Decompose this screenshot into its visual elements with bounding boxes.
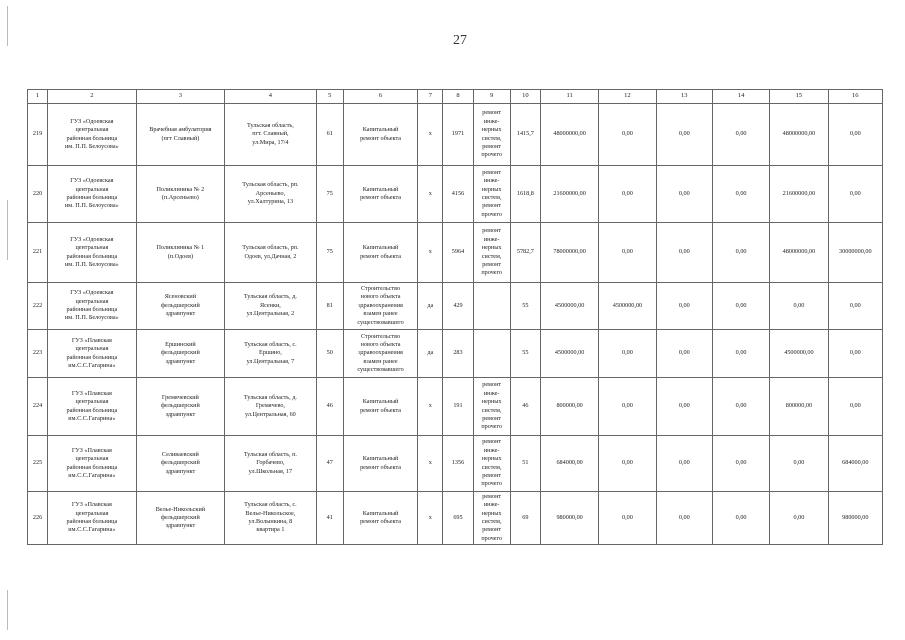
table-cell: ГУЗ «Плавская центральная районная больница им.С.С.Гагарина» bbox=[48, 492, 137, 545]
table-cell: 429 bbox=[443, 283, 473, 330]
table-cell: 4500000,00 bbox=[540, 330, 598, 378]
table-cell: 0,00 bbox=[656, 436, 712, 492]
registry-table bbox=[27, 89, 883, 545]
table-cell: Капитальный ремонт объекта bbox=[343, 166, 417, 223]
table-cell: 0,00 bbox=[712, 492, 769, 545]
table-cell: 61 bbox=[316, 104, 343, 166]
table-cell: 0,00 bbox=[656, 283, 712, 330]
table-cell: ремонт инже- нерных систем, ремонт прочего bbox=[473, 166, 510, 223]
table-cell: Капитальный ремонт объекта bbox=[343, 223, 417, 283]
table-cell: 0,00 bbox=[712, 223, 769, 283]
table-cell: ремонт инже- нерных систем, ремонт прочего bbox=[473, 378, 510, 436]
table-cell: 48000000,00 bbox=[770, 104, 828, 166]
table-cell: 75 bbox=[316, 223, 343, 283]
column-header: 4 bbox=[225, 90, 317, 104]
column-header: 11 bbox=[540, 90, 598, 104]
table-cell: ремонт инже- нерных систем, ремонт прочего bbox=[473, 104, 510, 166]
table-cell: 4500000,00 bbox=[599, 283, 656, 330]
table-cell: 0,00 bbox=[770, 436, 828, 492]
table-body bbox=[28, 90, 883, 545]
table-cell: 30000000,00 bbox=[828, 223, 882, 283]
column-header: 6 bbox=[343, 90, 417, 104]
table-cell: 0,00 bbox=[828, 378, 882, 436]
table-cell: Врачебная амбулатория (пгт Славный) bbox=[136, 104, 225, 166]
table-cell: 0,00 bbox=[599, 223, 656, 283]
table-cell: Строительство нового объекта здравоохранения взамен ранее существовавшего bbox=[343, 330, 417, 378]
table-cell: ремонт инже- нерных систем, ремонт прочего bbox=[473, 223, 510, 283]
table-cell: 0,00 bbox=[656, 378, 712, 436]
table-row bbox=[28, 378, 883, 436]
column-header: 9 bbox=[473, 90, 510, 104]
table-cell: Поликлиника № 2 (п.Арсеньево) bbox=[136, 166, 225, 223]
table-header-row bbox=[28, 90, 883, 104]
table-cell: 191 bbox=[443, 378, 473, 436]
table-cell: 50 bbox=[316, 330, 343, 378]
table-cell: 5782,7 bbox=[510, 223, 540, 283]
table-cell: Капитальный ремонт объекта bbox=[343, 104, 417, 166]
column-header: 1 bbox=[28, 90, 48, 104]
table-cell: 0,00 bbox=[770, 492, 828, 545]
table-cell: 21600000,00 bbox=[540, 166, 598, 223]
scan-edge-mark-bottom bbox=[7, 590, 8, 630]
table-cell: 41 bbox=[316, 492, 343, 545]
table-cell: 51 bbox=[510, 436, 540, 492]
table-cell: 0,00 bbox=[712, 378, 769, 436]
table-cell: 46 bbox=[316, 378, 343, 436]
table-cell: 0,00 bbox=[599, 492, 656, 545]
table-cell: Капитальный ремонт объекта bbox=[343, 436, 417, 492]
table-cell: ГУЗ «Одоевская центральная районная больница им. П.П. Белоусова» bbox=[48, 104, 137, 166]
table-cell: 48000000,00 bbox=[540, 104, 598, 166]
column-header: 16 bbox=[828, 90, 882, 104]
table-cell: 78000000,00 bbox=[540, 223, 598, 283]
table-cell: 55 bbox=[510, 283, 540, 330]
table-cell: 224 bbox=[28, 378, 48, 436]
table-cell: 695 bbox=[443, 492, 473, 545]
table-row bbox=[28, 330, 883, 378]
scan-edge-mark-middle bbox=[7, 200, 8, 260]
table-cell: 0,00 bbox=[828, 283, 882, 330]
table-cell: Тульская область, д. Ясенки, ул.Центральная, 2 bbox=[225, 283, 317, 330]
table-cell: Тульская область, д. Гремячево, ул.Центральная, 60 bbox=[225, 378, 317, 436]
scan-edge-mark-top bbox=[7, 6, 8, 46]
table-cell: 1356 bbox=[443, 436, 473, 492]
table-cell: х bbox=[418, 223, 443, 283]
table-cell: 81 bbox=[316, 283, 343, 330]
table-cell: 1618,8 bbox=[510, 166, 540, 223]
table-cell: 0,00 bbox=[656, 166, 712, 223]
table-cell: 226 bbox=[28, 492, 48, 545]
table-cell: 225 bbox=[28, 436, 48, 492]
table-cell: 0,00 bbox=[656, 223, 712, 283]
table-cell: х bbox=[418, 166, 443, 223]
table-cell: 0,00 bbox=[656, 492, 712, 545]
table-cell: 5964 bbox=[443, 223, 473, 283]
table-cell: 0,00 bbox=[656, 330, 712, 378]
table-cell: 0,00 bbox=[599, 166, 656, 223]
table-cell: 221 bbox=[28, 223, 48, 283]
table-cell: 75 bbox=[316, 166, 343, 223]
table-cell: ГУЗ «Плавская центральная районная больница им.С.С.Гагарина» bbox=[48, 436, 137, 492]
table-cell: 21600000,00 bbox=[770, 166, 828, 223]
table-cell: 46 bbox=[510, 378, 540, 436]
table-cell: ГУЗ «Одоевская центральная районная больница им. П.П. Белоусова» bbox=[48, 283, 137, 330]
page-number: 27 bbox=[453, 33, 467, 48]
table-cell: Капитальный ремонт объекта bbox=[343, 378, 417, 436]
table-cell: Тульская область, рп. Арсеньево, ул.Халтурина, 13 bbox=[225, 166, 317, 223]
table-cell: 980000,00 bbox=[540, 492, 598, 545]
table-cell: х bbox=[418, 104, 443, 166]
table-cell: 684000,00 bbox=[828, 436, 882, 492]
column-header: 12 bbox=[599, 90, 656, 104]
table-cell: 223 bbox=[28, 330, 48, 378]
table-cell bbox=[473, 283, 510, 330]
table-cell: 980000,00 bbox=[828, 492, 882, 545]
table-cell: 0,00 bbox=[599, 378, 656, 436]
table-cell: х bbox=[418, 436, 443, 492]
table-row bbox=[28, 436, 883, 492]
table-cell: Гремячевский фельдшерский здравпункт bbox=[136, 378, 225, 436]
table-cell: ГУЗ «Плавская центральная районная больница им.С.С.Гагарина» bbox=[48, 378, 137, 436]
table-cell: 4156 bbox=[443, 166, 473, 223]
table-cell: 1971 bbox=[443, 104, 473, 166]
table-cell: Капитальный ремонт объекта bbox=[343, 492, 417, 545]
table-row bbox=[28, 104, 883, 166]
table-cell: 222 bbox=[28, 283, 48, 330]
table-cell: 0,00 bbox=[712, 104, 769, 166]
table-cell: 0,00 bbox=[712, 436, 769, 492]
table-cell: 48000000,00 bbox=[770, 223, 828, 283]
table-cell: 55 bbox=[510, 330, 540, 378]
table-cell: Тульская область, с. Ершино, ул.Центральная, 7 bbox=[225, 330, 317, 378]
table-cell: Ясеновский фельдшерский здравпункт bbox=[136, 283, 225, 330]
table-cell: Селиваевский фельдшерский здравпункт bbox=[136, 436, 225, 492]
table-cell: х bbox=[418, 492, 443, 545]
table-row bbox=[28, 492, 883, 545]
table-cell: да bbox=[418, 283, 443, 330]
table-cell: ГУЗ «Одоевская центральная районная больница им. П.П. Белоусова» bbox=[48, 166, 137, 223]
table-cell: Велье-Никольский фельдшерский здравпункт bbox=[136, 492, 225, 545]
column-header: 13 bbox=[656, 90, 712, 104]
table-cell: ремонт инже- нерных систем, ремонт прочего bbox=[473, 492, 510, 545]
table-cell: 4500000,00 bbox=[770, 330, 828, 378]
table-cell: 0,00 bbox=[770, 283, 828, 330]
table-cell: 0,00 bbox=[828, 166, 882, 223]
column-header: 10 bbox=[510, 90, 540, 104]
table-cell: ГУЗ «Плавская центральная районная больница им.С.С.Гагарина» bbox=[48, 330, 137, 378]
table-cell: 47 bbox=[316, 436, 343, 492]
table-row bbox=[28, 223, 883, 283]
table-cell: 283 bbox=[443, 330, 473, 378]
column-header: 14 bbox=[712, 90, 769, 104]
table-row bbox=[28, 283, 883, 330]
table-cell: 0,00 bbox=[828, 330, 882, 378]
table-cell: 800000,00 bbox=[770, 378, 828, 436]
table-cell: ГУЗ «Одоевская центральная районная больница им. П.П. Белоусова» bbox=[48, 223, 137, 283]
table-cell: Поликлиника № 1 (п.Одоев) bbox=[136, 223, 225, 283]
table-cell: Тульская область, п. Горбачево, ул.Школьная, 17 bbox=[225, 436, 317, 492]
table-cell: Ершинский фельдшерский здравпункт bbox=[136, 330, 225, 378]
column-header: 8 bbox=[443, 90, 473, 104]
table-cell: 0,00 bbox=[599, 436, 656, 492]
table-cell bbox=[473, 330, 510, 378]
table-cell: 220 bbox=[28, 166, 48, 223]
table-cell: 0,00 bbox=[828, 104, 882, 166]
table-cell: 0,00 bbox=[712, 283, 769, 330]
column-header: 3 bbox=[136, 90, 225, 104]
table-cell: Тульская область, рп. Одоев, ул.Дачная, 2 bbox=[225, 223, 317, 283]
table-cell: Строительство нового объекта здравоохранения взамен ранее существовавшего bbox=[343, 283, 417, 330]
table-cell: 0,00 bbox=[656, 104, 712, 166]
column-header: 15 bbox=[770, 90, 828, 104]
column-header: 2 bbox=[48, 90, 137, 104]
table-cell: 219 bbox=[28, 104, 48, 166]
table-cell: Тульская область, пгт. Славный, ул.Мира, 17/4 bbox=[225, 104, 317, 166]
table-row bbox=[28, 166, 883, 223]
column-header: 5 bbox=[316, 90, 343, 104]
table-cell: 800000,00 bbox=[540, 378, 598, 436]
table-cell: ремонт инже- нерных систем, ремонт прочего bbox=[473, 436, 510, 492]
table-cell: да bbox=[418, 330, 443, 378]
table-cell: 1415,7 bbox=[510, 104, 540, 166]
table-cell: 4500000,00 bbox=[540, 283, 598, 330]
table-cell: Тульская область, с. Велье-Никольское, ул.Волынкина, 8 квартира 1 bbox=[225, 492, 317, 545]
column-header: 7 bbox=[418, 90, 443, 104]
table-cell: 0,00 bbox=[712, 330, 769, 378]
table-cell: 69 bbox=[510, 492, 540, 545]
table-cell: 0,00 bbox=[599, 330, 656, 378]
table-cell: 684000,00 bbox=[540, 436, 598, 492]
table-cell: х bbox=[418, 378, 443, 436]
table-cell: 0,00 bbox=[712, 166, 769, 223]
table-cell: 0,00 bbox=[599, 104, 656, 166]
